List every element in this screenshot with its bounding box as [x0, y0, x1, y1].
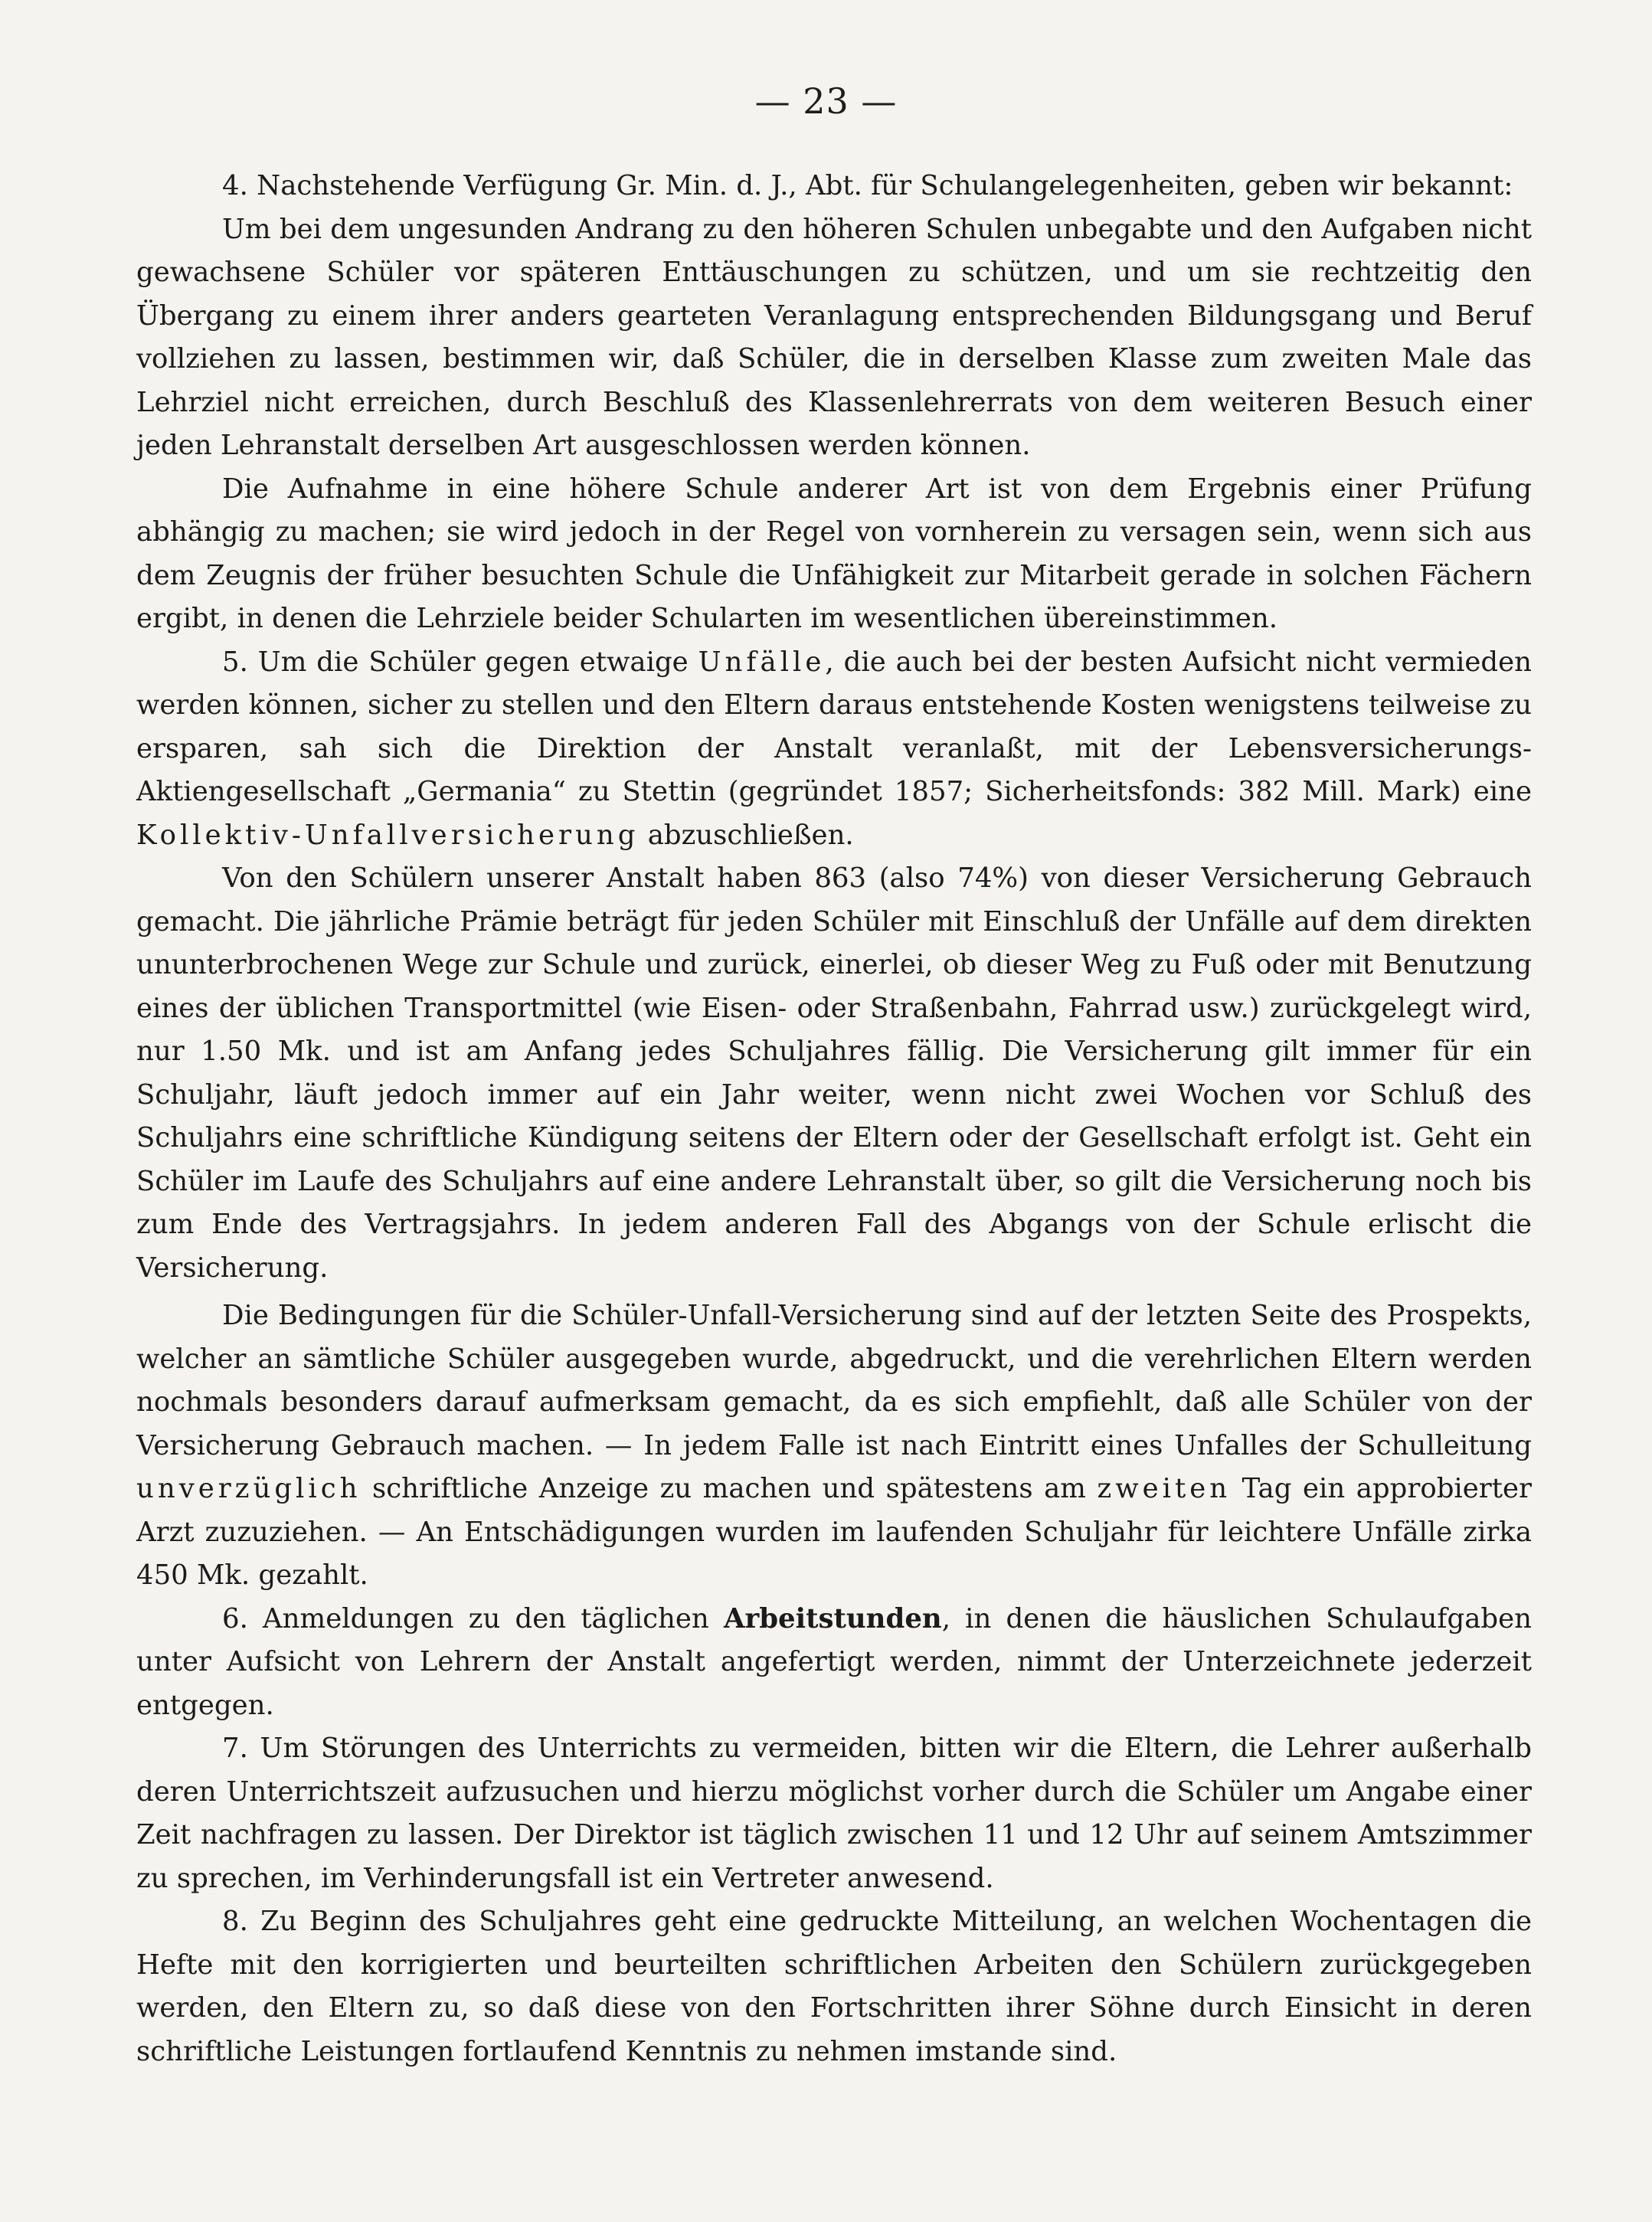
section-6-paragraph: [136, 1598, 1532, 1728]
section-4-intro: 4. Nachstehende Verfügung Gr. Min. d. J., Abt. für Schulangelegenheiten, geben wir bekannt:: [222, 170, 1513, 201]
body-text: [136, 165, 1532, 2073]
section-5-paragraph-2: Von den Schülern unserer Anstalt haben 863 (also 74%) von dieser Versicherung Gebrauch gemacht. Die jährliche Prämie beträgt für jeden Schüler mit Einschluß der Unfälle auf dem direkten ununterbrochenen Wege zur Schule und zurück, einerlei, ob dieser Weg zu Fuß oder mit Benutzung eines der üblichen Transportmittel (wie Eisen- oder Straßenbahn, Fahrrad usw.) zurückgelegt wird, nur 1.50 Mk. und ist am Anfang jedes Schuljahres fällig. Die Versicherung gilt immer für ein Schuljahr, läuft jedoch immer auf ein Jahr weiter, wenn nicht zwei Wochen vor Schluß des Schuljahrs eine schriftliche Kündigung seitens der Eltern oder der Gesellschaft erfolgt ist. Geht ein Schüler im Laufe des Schuljahrs auf eine andere Lehranstalt über, so gilt die Versicherung noch bis zum Ende des Vertragsjahrs. In jedem anderen Fall des Abgangs von der Schule erlischt die Versicherung.: [136, 862, 1532, 1284]
text-run: Tag ein approbierter Arzt zuzuziehen. — An Entschädigungen wurden im laufenden Schuljahr für leichtere Unfälle zirka 450 Mk. gezahlt.: [136, 1473, 1532, 1591]
emphasis-unfaelle: Unfälle: [698, 646, 826, 678]
section-4-decree-paragraph-1: Um bei dem ungesunden Andrang zu den höheren Schulen unbegabte und den Aufgaben nicht gewachsene Schüler vor späteren Enttäuschungen zu schützen, und um sie rechtzeitig den Übergang zu einem ihrer anders gearteten Veranlagung entsprechenden Bildungsgang und Beruf vollziehen zu lassen, bestimmen wir, daß Schüler, die in derselben Klasse zum zweiten Male das Lehrziel nicht erreichen, durch Beschluß des Klassenlehrerrats von dem weiteren Besuch einer jeden Lehranstalt derselben Art ausgeschlossen werden können.: [136, 213, 1532, 461]
text-run: schriftliche Anzeige zu machen und spätestens am: [361, 1473, 1098, 1504]
page-number: — 23 —: [754, 80, 898, 122]
emphasis-zweiten: zweiten: [1097, 1473, 1232, 1504]
emphasis-arbeitstunden: Arbeitstunden: [723, 1602, 942, 1635]
text-run: 6. Anmeldungen zu den täglichen: [222, 1602, 724, 1635]
text-run: 5. Um die Schüler gegen etwaige: [222, 646, 698, 678]
section-5-paragraph-3: [136, 1294, 1532, 1598]
text-run: , die auch bei der besten Aufsicht nicht vermieden werden können, sicher zu stellen und den Eltern daraus entstehende Kosten wenigstens teilweise zu ersparen, sah sich die Direktion der Anstalt veranlaßt, mit der Lebensversicherungs-Aktiengesellschaft „Germania“ zu Stettin (gegründet 1857; Sicherheitsfonds: 382 Mill. Mark) eine: [136, 646, 1532, 807]
emphasis-unverzueglich: unverzüglich: [136, 1473, 361, 1504]
section-4-decree-paragraph-2: Die Aufnahme in eine höhere Schule anderer Art ist von dem Ergebnis einer Prüfung abhängig zu machen; sie wird jedoch in der Regel von vornherein zu versagen sein, wenn sich aus dem Zeugnis der früher besuchten Schule die Unfähigkeit zur Mitarbeit gerade in solchen Fächern ergibt, in denen die Lehrziele beider Schularten im wesentlichen übereinstimmen.: [136, 473, 1532, 634]
text-run: Die Bedingungen für die Schüler-Unfall-Versicherung sind auf der letzten Seite des Prospekts, welcher an sämtliche Schüler ausgegeben wurde, abgedruckt, und die verehrlichen Eltern werden nochmals besonders darauf aufmerksam gemacht, da es sich empfiehlt, daß alle Schüler von der Versicherung Gebrauch machen. — In jedem Falle ist nach Eintritt eines Unfalles der Schulleitung: [136, 1300, 1532, 1461]
section-7-paragraph: 7. Um Störungen des Unterrichts zu vermeiden, bitten wir die Eltern, die Lehrer außerhalb deren Unterrichtszeit aufzusuchen und hierzu möglichst vorher durch die Schüler um Angabe einer Zeit nachfragen zu lassen. Der Direktor ist täglich zwischen 11 und 12 Uhr auf seinem Amtszimmer zu sprechen, im Verhinderungsfall ist ein Vertreter anwesend.: [136, 1733, 1532, 1894]
section-5-paragraph-1: [136, 641, 1532, 858]
emphasis-kollektiv-unfallversicherung: Kollektiv-Unfallversicherung: [136, 819, 640, 851]
text-run: abzuschließen.: [639, 819, 854, 851]
section-8-paragraph: 8. Zu Beginn des Schuljahres geht eine gedruckte Mitteilung, an welchen Wochentagen die Hefte mit den korrigierten und beurteilten schriftlichen Arbeiten den Schülern zurückgegeben werden, den Eltern zu, so daß diese von den Fortschritten ihrer Söhne durch Einsicht in deren schriftliche Leistungen fortlaufend Kenntnis zu nehmen imstande sind.: [136, 1906, 1532, 2067]
text-run: , in denen die häuslichen Schulaufgaben unter Aufsicht von Lehrern der Anstalt angefertigt werden, nimmt der Unterzeichnete jederzeit entgegen.: [136, 1602, 1533, 1721]
